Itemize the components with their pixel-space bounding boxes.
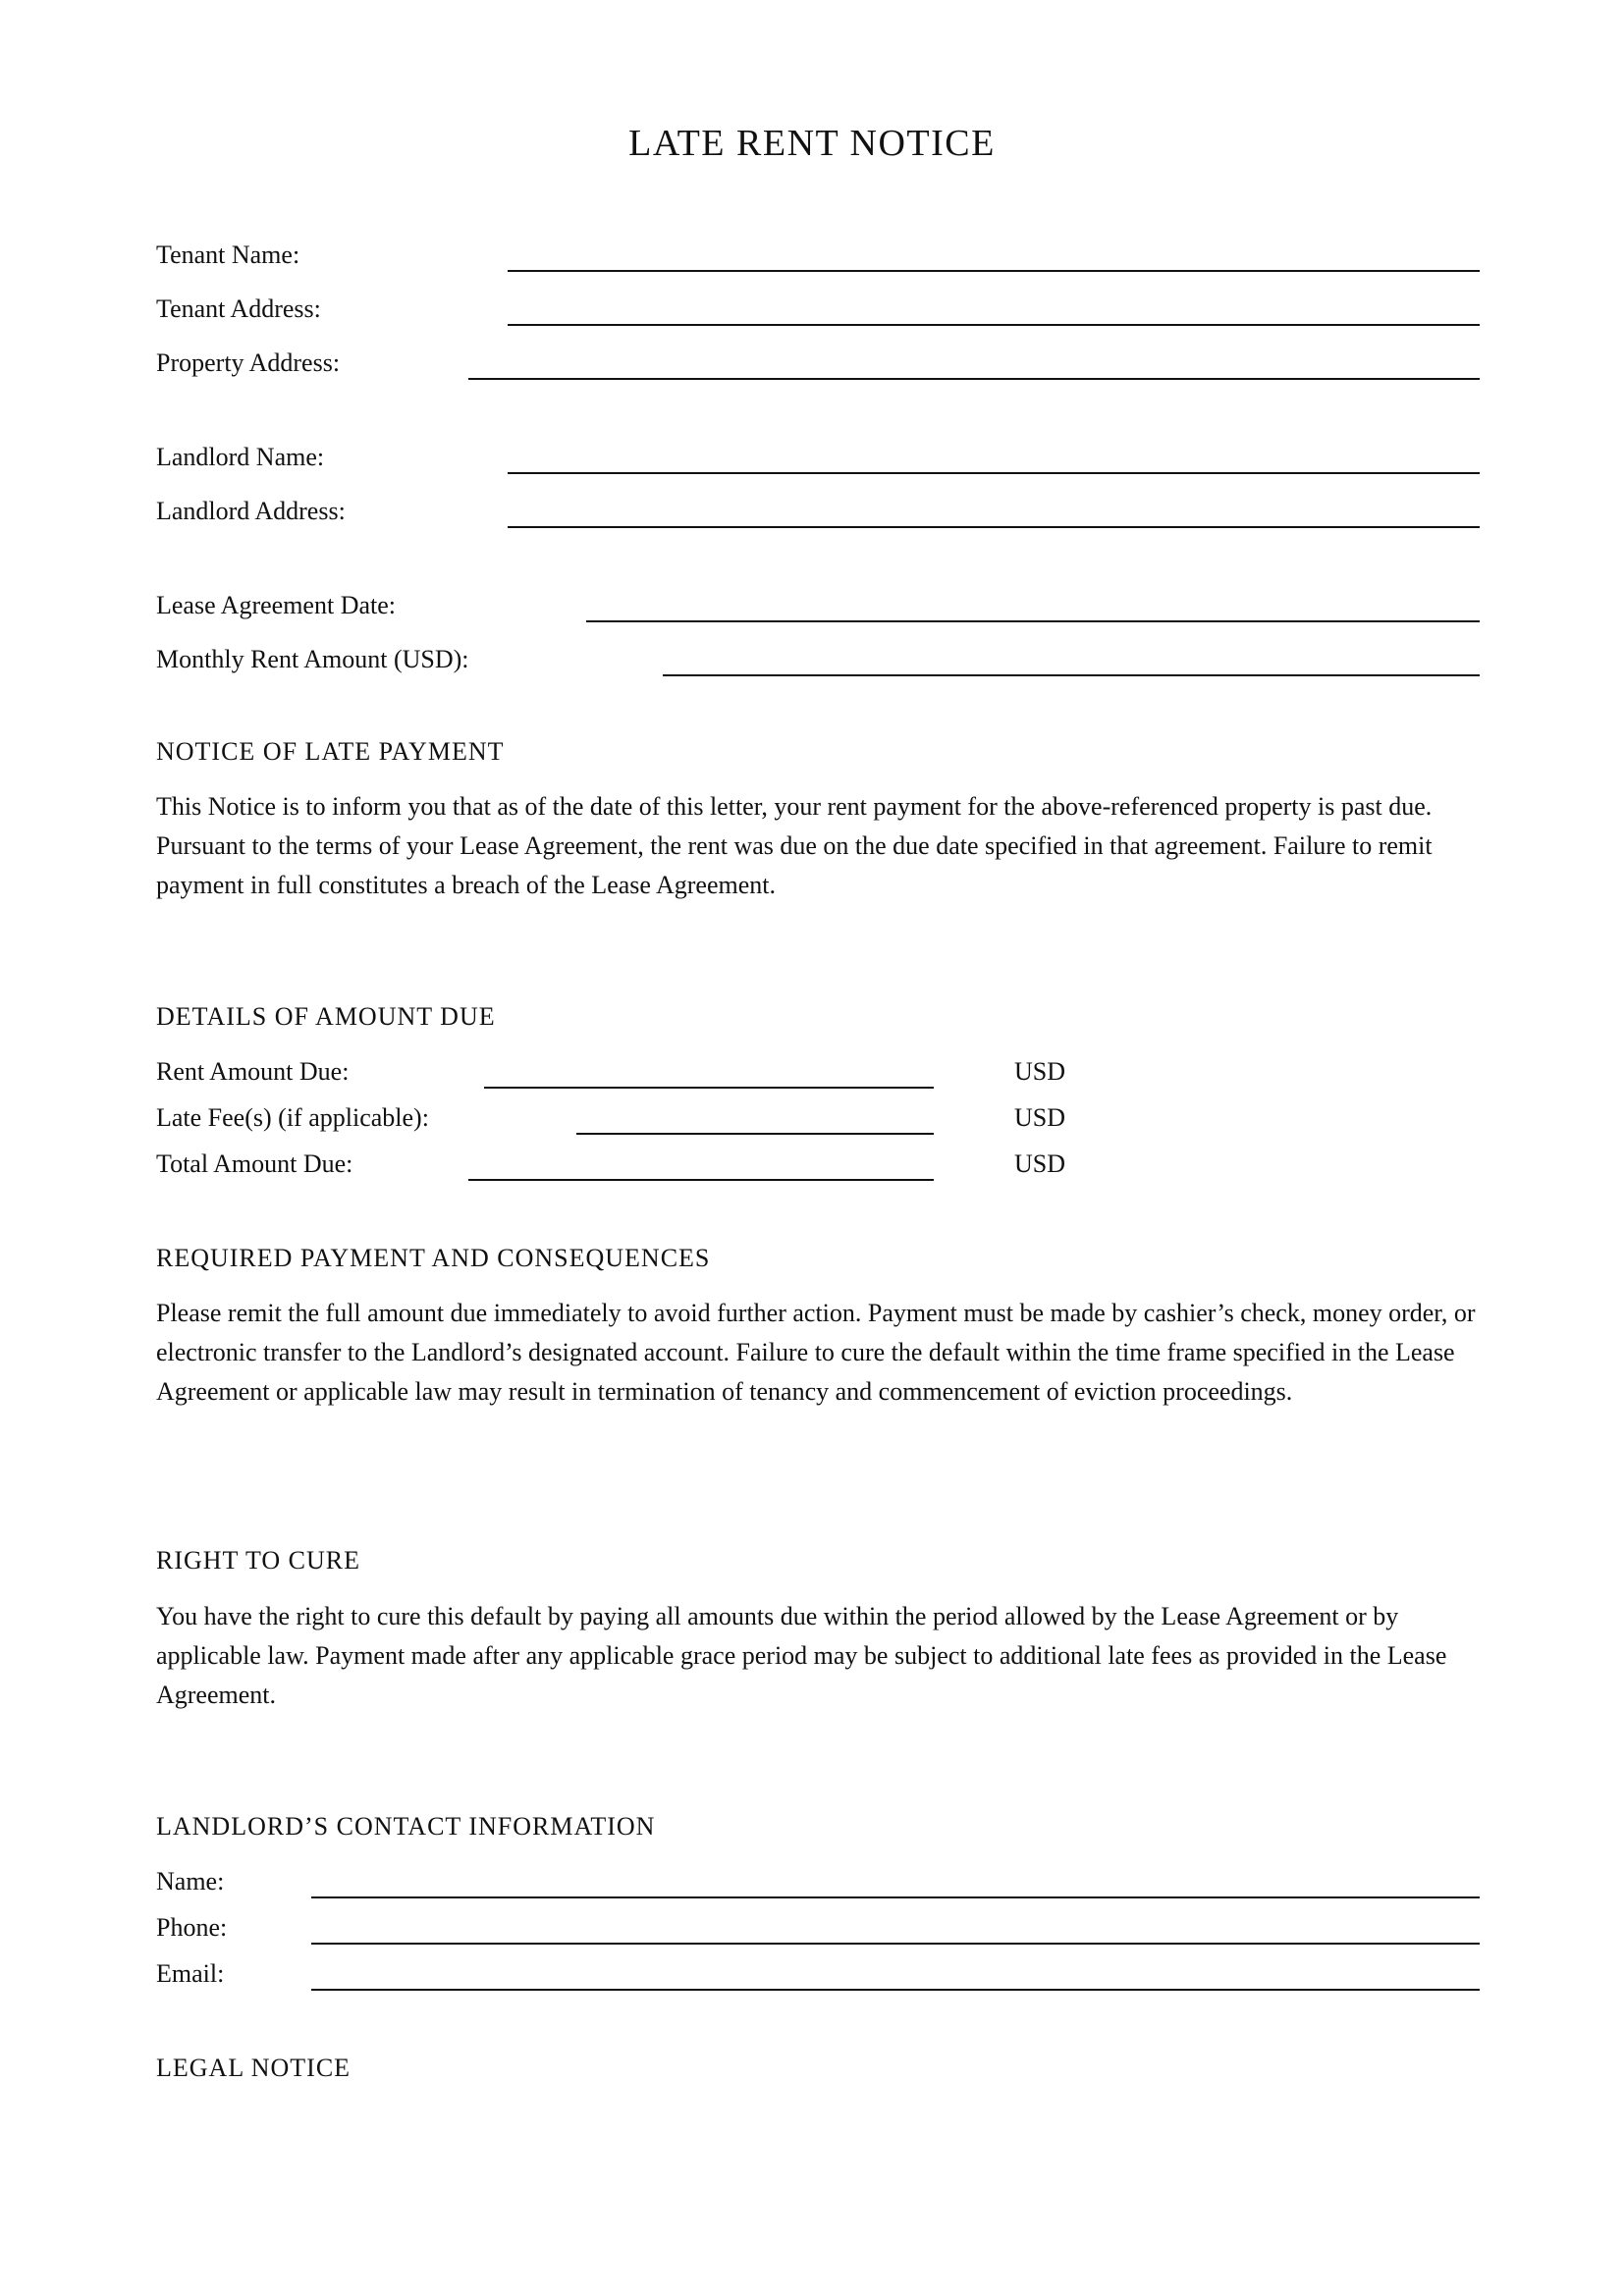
property-address-field	[156, 344, 1482, 383]
contact-email-label: Email:	[156, 1959, 225, 1988]
total-amount-due-field	[156, 1145, 942, 1184]
contact-email-field	[156, 1954, 1482, 1994]
rent-amount-due-line[interactable]	[484, 1087, 934, 1089]
total-amount-due-line[interactable]	[468, 1179, 934, 1181]
landlord-name-label: Landlord Name:	[156, 443, 325, 471]
property-address-line[interactable]	[468, 378, 1480, 380]
rent-amount-currency: USD	[1014, 1057, 1066, 1086]
rent-amount-due-label: Rent Amount Due:	[156, 1057, 350, 1086]
late-fee-line[interactable]	[576, 1133, 934, 1135]
landlord-address-field	[156, 492, 1482, 531]
late-fee-label: Late Fee(s) (if applicable):	[156, 1103, 429, 1132]
monthly-rent-field	[156, 640, 1482, 679]
contact-phone-label: Phone:	[156, 1913, 228, 1942]
monthly-rent-line[interactable]	[663, 674, 1480, 676]
contact-name-field	[156, 1862, 1482, 1901]
right-to-cure-body: You have the right to cure this default by paying all amounts due within the period allowed by the Lease Agreement or by applicable law. Payment made after any applicable grace period may be subject to additional late fees as provided in the Lease Agreement.	[156, 1602, 1447, 1709]
document-title: LATE RENT NOTICE	[628, 123, 996, 164]
property-address-label: Property Address:	[156, 348, 341, 377]
landlord-name-line[interactable]	[508, 472, 1480, 474]
tenant-address-label: Tenant Address:	[156, 294, 321, 323]
late-fee-currency: USD	[1014, 1103, 1066, 1132]
required-payment-body: Please remit the full amount due immediately to avoid further action. Payment must be made by cashier’s check, money order, or electronic transfer to the Landlord’s designated account. Failure to cure the default within the time frame specified in the Lease Agreement or applicable law may result in termination of tenancy and commencement of eviction proceedings.	[156, 1299, 1476, 1406]
lease-date-line[interactable]	[586, 620, 1480, 622]
late-payment-body: This Notice is to inform you that as of the date of this letter, your rent payment for the above-referenced property is past due. Pursuant to the terms of your Lease Agreement, the rent was due on the due date specified in that agreement. Failure to remit payment in full constitutes a breach of the Lease Agreement.	[156, 792, 1433, 899]
late-payment-heading: NOTICE OF LATE PAYMENT	[156, 737, 505, 766]
landlord-address-label: Landlord Address:	[156, 497, 346, 525]
rent-amount-due-field	[156, 1052, 942, 1092]
monthly-rent-label: Monthly Rent Amount (USD):	[156, 645, 469, 673]
contact-email-line[interactable]	[311, 1989, 1480, 1991]
amount-due-heading: DETAILS OF AMOUNT DUE	[156, 1002, 496, 1031]
legal-notice-heading: LEGAL NOTICE	[156, 2054, 352, 2082]
contact-name-line[interactable]	[311, 1896, 1480, 1898]
contact-phone-field	[156, 1908, 1482, 1948]
lease-date-label: Lease Agreement Date:	[156, 591, 396, 619]
landlord-address-line[interactable]	[508, 526, 1480, 528]
contact-heading: LANDLORD’S CONTACT INFORMATION	[156, 1812, 656, 1841]
total-amount-currency: USD	[1014, 1149, 1066, 1178]
required-payment-heading: REQUIRED PAYMENT AND CONSEQUENCES	[156, 1244, 711, 1272]
lease-date-field	[156, 586, 1482, 625]
tenant-address-field	[156, 290, 1482, 329]
tenant-name-label: Tenant Name:	[156, 240, 300, 269]
tenant-address-line[interactable]	[508, 324, 1480, 326]
total-amount-due-label: Total Amount Due:	[156, 1149, 353, 1178]
late-fee-field	[156, 1098, 942, 1138]
contact-phone-line[interactable]	[311, 1943, 1480, 1945]
right-to-cure-heading: RIGHT TO CURE	[156, 1546, 361, 1575]
tenant-name-field	[156, 236, 1482, 275]
landlord-name-field	[156, 438, 1482, 477]
contact-name-label: Name:	[156, 1867, 225, 1896]
tenant-name-line[interactable]	[508, 270, 1480, 272]
